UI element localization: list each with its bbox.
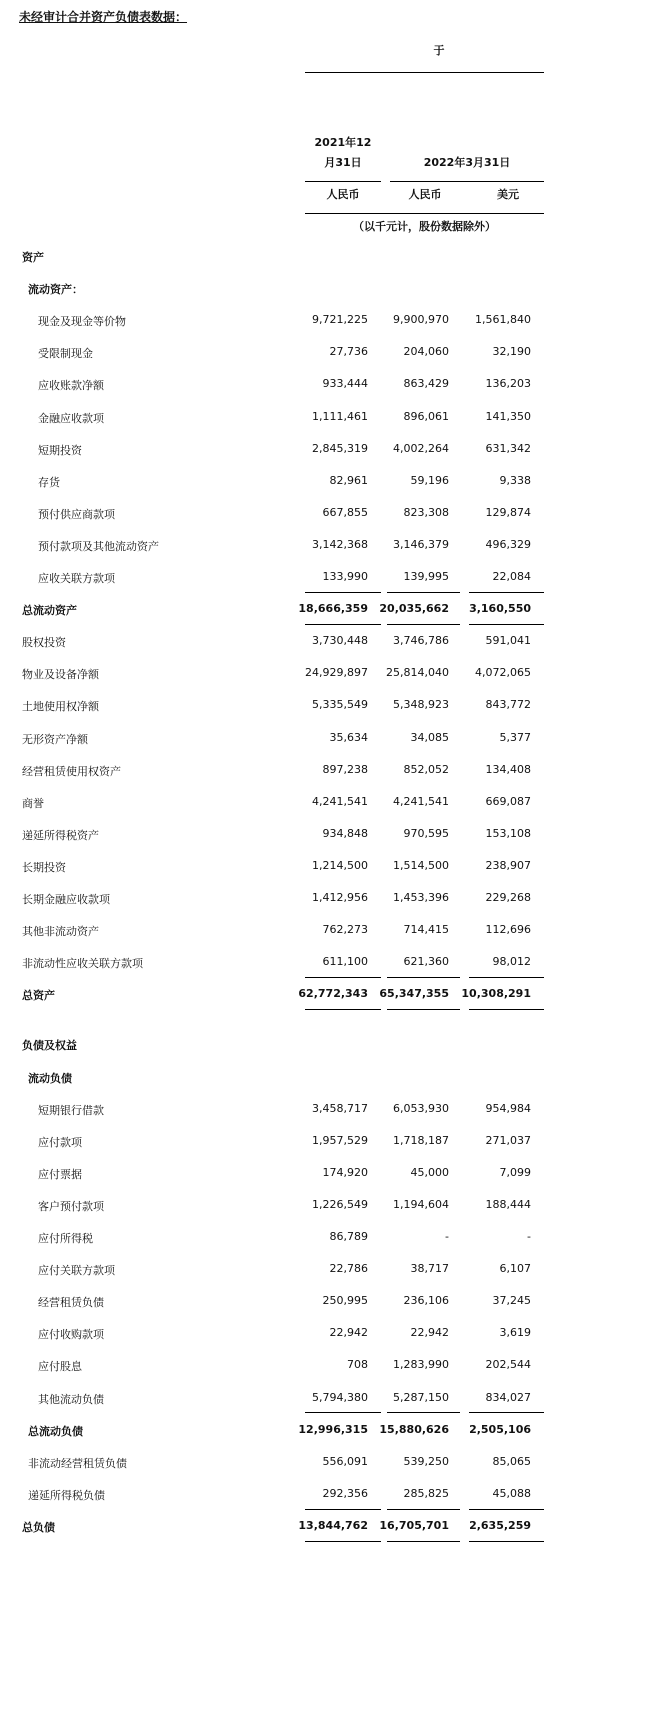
column-rule (387, 977, 460, 978)
row-label: 应付收购款项 (38, 1328, 104, 1342)
row-label: 其他非流动资产 (22, 925, 99, 939)
row-value-col-3: 4,072,065 (475, 666, 531, 680)
row-value-col-1: 3,458,717 (312, 1101, 368, 1115)
row-value-col-1: 5,335,549 (312, 698, 368, 712)
row-value-col-2: 6,053,930 (393, 1101, 449, 1115)
row-value-col-1: 1,111,461 (312, 409, 368, 423)
table-row (0, 1134, 647, 1154)
row-value-col-2: 22,942 (410, 1326, 449, 1340)
table-row (0, 731, 647, 751)
row-value-col-1: 708 (347, 1358, 368, 1372)
row-value-col-1: 62,772,343 (298, 987, 368, 1001)
row-value-col-2: 65,347,355 (379, 987, 449, 1001)
table-row (0, 538, 647, 558)
row-label: 长期金融应收款项 (22, 893, 110, 906)
table-row (0, 1294, 647, 1314)
row-value-col-1: 24,929,897 (305, 666, 368, 680)
table-row (0, 1391, 647, 1411)
table-row (0, 763, 647, 783)
row-value-col-1: 13,844,762 (298, 1518, 368, 1532)
row-value-col-3: 112,696 (485, 923, 531, 937)
row-value-col-3: 129,874 (485, 505, 531, 519)
row-value-col-3: 6,107 (499, 1262, 531, 1276)
row-label: 其他流动负债 (38, 1392, 104, 1406)
table-row (0, 1423, 647, 1443)
table-row (0, 1230, 647, 1250)
row-value-col-1: 250,995 (322, 1294, 368, 1308)
table-row (0, 1358, 647, 1378)
row-value-col-2: 852,052 (403, 762, 449, 776)
header-as-of: 于 (433, 44, 445, 57)
row-value-col-3: 141,350 (485, 409, 531, 423)
row-value-col-2: 204,060 (403, 345, 449, 359)
table-row (0, 795, 647, 815)
row-label: 客户预付款项 (38, 1199, 104, 1213)
table-row (0, 313, 647, 333)
row-value-col-3: 271,037 (485, 1133, 531, 1147)
row-label: 短期投资 (38, 443, 82, 457)
row-value-col-2: 25,814,040 (386, 666, 449, 680)
row-label: 金融应收款项 (38, 411, 104, 425)
row-value-col-2: 139,995 (403, 570, 449, 583)
row-value-col-3: 32,190 (492, 345, 531, 359)
header-currency-2: 人民币 (408, 188, 442, 201)
row-value-col-1: 22,786 (329, 1262, 368, 1276)
row-value-col-3: 134,408 (485, 762, 531, 776)
row-label: 存货 (38, 475, 60, 489)
row-value-col-2: 714,415 (403, 923, 449, 937)
row-value-col-3: 45,088 (492, 1486, 531, 1500)
row-value-col-1: 82,961 (329, 473, 368, 487)
row-value-col-2: 539,250 (403, 1454, 449, 1468)
row-value-col-2: 621,360 (403, 955, 449, 969)
column-rule (305, 1541, 381, 1542)
row-label: 总资产 (22, 989, 55, 1003)
row-value-col-3: 7,099 (499, 1165, 531, 1179)
row-value-col-2: 896,061 (403, 409, 449, 423)
column-rule (387, 1412, 460, 1413)
column-rule (305, 624, 381, 625)
row-value-col-1: 12,996,315 (298, 1422, 368, 1436)
row-value-col-3: 834,027 (485, 1390, 531, 1404)
column-rule (387, 592, 460, 593)
table-title: 未经审计合并资产负债表数据： (19, 10, 188, 24)
row-value-col-2: 1,194,604 (393, 1197, 449, 1211)
column-rule (469, 592, 544, 593)
row-value-col-2: 1,283,990 (393, 1358, 449, 1372)
row-value-col-1: 5,794,380 (312, 1390, 368, 1404)
row-value-col-3: 843,772 (485, 698, 531, 712)
column-rule (305, 977, 381, 978)
column-rule (387, 624, 460, 625)
row-value-col-1: 133,990 (322, 570, 368, 583)
column-rule (469, 1541, 544, 1542)
row-label: 总流动资产 (22, 604, 77, 618)
table-row (0, 891, 647, 911)
row-value-col-3: 954,984 (485, 1101, 531, 1115)
row-value-col-2: 1,718,187 (393, 1133, 449, 1147)
row-value-col-1: 556,091 (322, 1454, 368, 1468)
row-label: 股权投资 (22, 636, 66, 650)
row-value-col-2: 9,900,970 (393, 313, 449, 327)
row-value-col-3: 631,342 (485, 441, 531, 455)
row-value-col-3: 85,065 (492, 1454, 531, 1468)
row-value-col-1: 1,957,529 (312, 1133, 368, 1147)
row-value-col-2: 3,746,786 (393, 634, 449, 648)
row-value-col-3: 591,041 (485, 634, 531, 648)
row-value-col-2: 4,241,541 (393, 794, 449, 808)
row-value-col-2: 1,453,396 (393, 891, 449, 904)
row-value-col-3: 5,377 (499, 730, 531, 744)
table-row (0, 923, 647, 943)
row-value-col-2: 236,106 (403, 1294, 449, 1308)
table-row (0, 281, 647, 301)
row-value-col-2: 5,287,150 (393, 1390, 449, 1404)
row-value-col-3: 2,635,259 (469, 1518, 531, 1532)
row-value-col-3: 188,444 (485, 1197, 531, 1211)
row-label: 非流动性应收关联方款项 (22, 957, 143, 971)
table-row (0, 474, 647, 494)
row-value-col-2: 970,595 (403, 826, 449, 840)
row-value-col-1: 27,736 (329, 345, 368, 359)
row-value-col-3: 3,619 (499, 1326, 531, 1340)
table-row (0, 1326, 647, 1346)
table-row (0, 1070, 647, 1090)
row-label: 流动资产： (28, 283, 83, 297)
row-value-col-2: 863,429 (403, 377, 449, 391)
row-value-col-1: 292,356 (322, 1486, 368, 1500)
row-value-col-1: 762,273 (322, 923, 368, 937)
table-row (0, 698, 647, 718)
row-value-col-3: 10,308,291 (461, 987, 531, 1001)
row-value-col-3: 3,160,550 (469, 602, 531, 616)
row-label: 应付股息 (38, 1360, 82, 1374)
row-value-col-3: 229,268 (485, 891, 531, 904)
row-value-col-2: 4,002,264 (393, 441, 449, 455)
row-value-col-3: 153,108 (485, 826, 531, 840)
row-value-col-2: 15,880,626 (379, 1422, 449, 1436)
row-value-col-2: 20,035,662 (379, 602, 449, 616)
header-units-note: （以千元计，股份数据除外） (353, 220, 496, 233)
row-label: 预付款项及其他流动资产 (38, 539, 159, 553)
row-value-col-2: - (445, 1230, 449, 1243)
row-value-col-2: 45,000 (410, 1165, 449, 1179)
row-value-col-2: 34,085 (410, 730, 449, 744)
table-row (0, 1037, 647, 1057)
column-rule (469, 624, 544, 625)
column-rule (387, 1541, 460, 1542)
row-value-col-1: 4,241,541 (312, 794, 368, 808)
row-value-col-2: 3,146,379 (393, 537, 449, 551)
table-row (0, 410, 647, 430)
row-label: 应付关联方款项 (38, 1264, 115, 1278)
table-row (0, 1166, 647, 1186)
column-rule (387, 1509, 460, 1510)
row-value-col-3: 136,203 (485, 377, 531, 391)
row-value-col-3: 669,087 (485, 794, 531, 808)
row-label: 短期银行借款 (38, 1103, 104, 1117)
column-rule (387, 1009, 460, 1010)
row-label: 资产 (22, 251, 44, 264)
row-value-col-1: 3,142,368 (312, 537, 368, 551)
row-label: 经营租赁使用权资产 (22, 764, 121, 778)
table-row (0, 570, 647, 590)
header-date1-rule (305, 181, 381, 182)
table-row (0, 377, 647, 397)
header-date2-rule (390, 181, 544, 182)
column-rule (469, 1009, 544, 1010)
row-label: 无形资产净额 (22, 732, 88, 746)
table-row (0, 1487, 647, 1507)
table-row (0, 249, 647, 269)
row-value-col-3: 202,544 (485, 1358, 531, 1372)
row-label: 总流动负债 (28, 1424, 83, 1438)
row-value-col-3: 37,245 (492, 1294, 531, 1308)
row-value-col-1: 174,920 (322, 1165, 368, 1179)
header-currency-rule (305, 213, 544, 214)
row-label: 应付所得税 (38, 1232, 93, 1245)
row-value-col-1: 1,226,549 (312, 1197, 368, 1211)
row-value-col-2: 16,705,701 (379, 1518, 449, 1532)
row-label: 受限制现金 (38, 347, 93, 361)
table-row (0, 827, 647, 847)
row-value-col-1: 934,848 (322, 826, 368, 840)
table-row (0, 859, 647, 879)
header-currency-3: 美元 (497, 188, 519, 201)
row-value-col-1: 86,789 (329, 1230, 368, 1243)
row-label: 物业及设备净额 (22, 668, 99, 682)
row-value-col-1: 933,444 (322, 377, 368, 391)
row-value-col-3: 22,084 (492, 570, 531, 583)
table-row (0, 666, 647, 686)
row-value-col-3: 1,561,840 (475, 313, 531, 327)
row-value-col-2: 285,825 (403, 1486, 449, 1500)
table-row (0, 345, 647, 365)
table-row (0, 506, 647, 526)
row-label: 应付款项 (38, 1135, 82, 1149)
header-date1-line1: 2021年12 (314, 136, 372, 149)
column-rule (305, 1509, 381, 1510)
row-value-col-2: 5,348,923 (393, 698, 449, 712)
row-value-col-1: 3,730,448 (312, 634, 368, 648)
row-value-col-3: 238,907 (485, 858, 531, 872)
table-row (0, 602, 647, 622)
row-value-col-2: 59,196 (410, 473, 449, 487)
row-value-col-2: 823,308 (403, 505, 449, 519)
row-value-col-1: 9,721,225 (312, 313, 368, 327)
row-value-col-2: 38,717 (410, 1262, 449, 1276)
row-value-col-3: - (527, 1230, 531, 1243)
table-row (0, 634, 647, 654)
row-label: 应付票据 (38, 1167, 82, 1181)
column-rule (305, 1412, 381, 1413)
row-label: 土地使用权净额 (22, 700, 99, 714)
table-row (0, 1262, 647, 1282)
table-row (0, 955, 647, 975)
table-row (0, 1102, 647, 1122)
table-row (0, 442, 647, 462)
row-label: 现金及现金等价物 (38, 315, 126, 329)
row-value-col-1: 22,942 (329, 1326, 368, 1340)
row-label: 递延所得税资产 (22, 828, 99, 842)
column-rule (305, 1009, 381, 1010)
row-value-col-1: 35,634 (329, 730, 368, 744)
header-currency-1: 人民币 (326, 188, 360, 201)
row-label: 流动负债 (28, 1071, 72, 1085)
table-row (0, 987, 647, 1007)
row-label: 预付供应商款项 (38, 507, 115, 521)
row-label: 应收关联方款项 (38, 572, 115, 585)
row-value-col-1: 18,666,359 (298, 602, 368, 616)
row-value-col-3: 9,338 (499, 473, 531, 487)
row-label: 非流动经营租赁负债 (28, 1456, 127, 1470)
column-rule (469, 1509, 544, 1510)
column-rule (305, 592, 381, 593)
table-row (0, 1198, 647, 1218)
row-value-col-1: 667,855 (322, 505, 368, 519)
row-label: 应收账款净额 (38, 379, 104, 393)
table-row (0, 1519, 647, 1539)
row-label: 经营租赁负债 (38, 1296, 104, 1310)
row-value-col-3: 2,505,106 (469, 1422, 531, 1436)
header-as-of-rule (305, 72, 544, 73)
table-row (0, 1455, 647, 1475)
row-value-col-1: 1,214,500 (312, 858, 368, 872)
row-value-col-1: 1,412,956 (312, 891, 368, 904)
row-label: 总负债 (22, 1520, 55, 1534)
row-label: 长期投资 (22, 860, 66, 874)
row-label: 负债及权益 (22, 1039, 77, 1053)
column-rule (469, 1412, 544, 1413)
row-value-col-3: 496,329 (485, 537, 531, 551)
header-date1-line2: 月31日 (324, 156, 362, 169)
row-value-col-3: 98,012 (492, 955, 531, 969)
row-value-col-2: 1,514,500 (393, 858, 449, 872)
row-label: 递延所得税负债 (28, 1488, 105, 1502)
row-label: 商誉 (22, 796, 44, 810)
header-date2: 2022年3月31日 (423, 156, 511, 169)
row-value-col-1: 2,845,319 (312, 441, 368, 455)
row-value-col-1: 897,238 (322, 762, 368, 776)
column-rule (469, 977, 544, 978)
row-value-col-1: 611,100 (322, 955, 368, 969)
